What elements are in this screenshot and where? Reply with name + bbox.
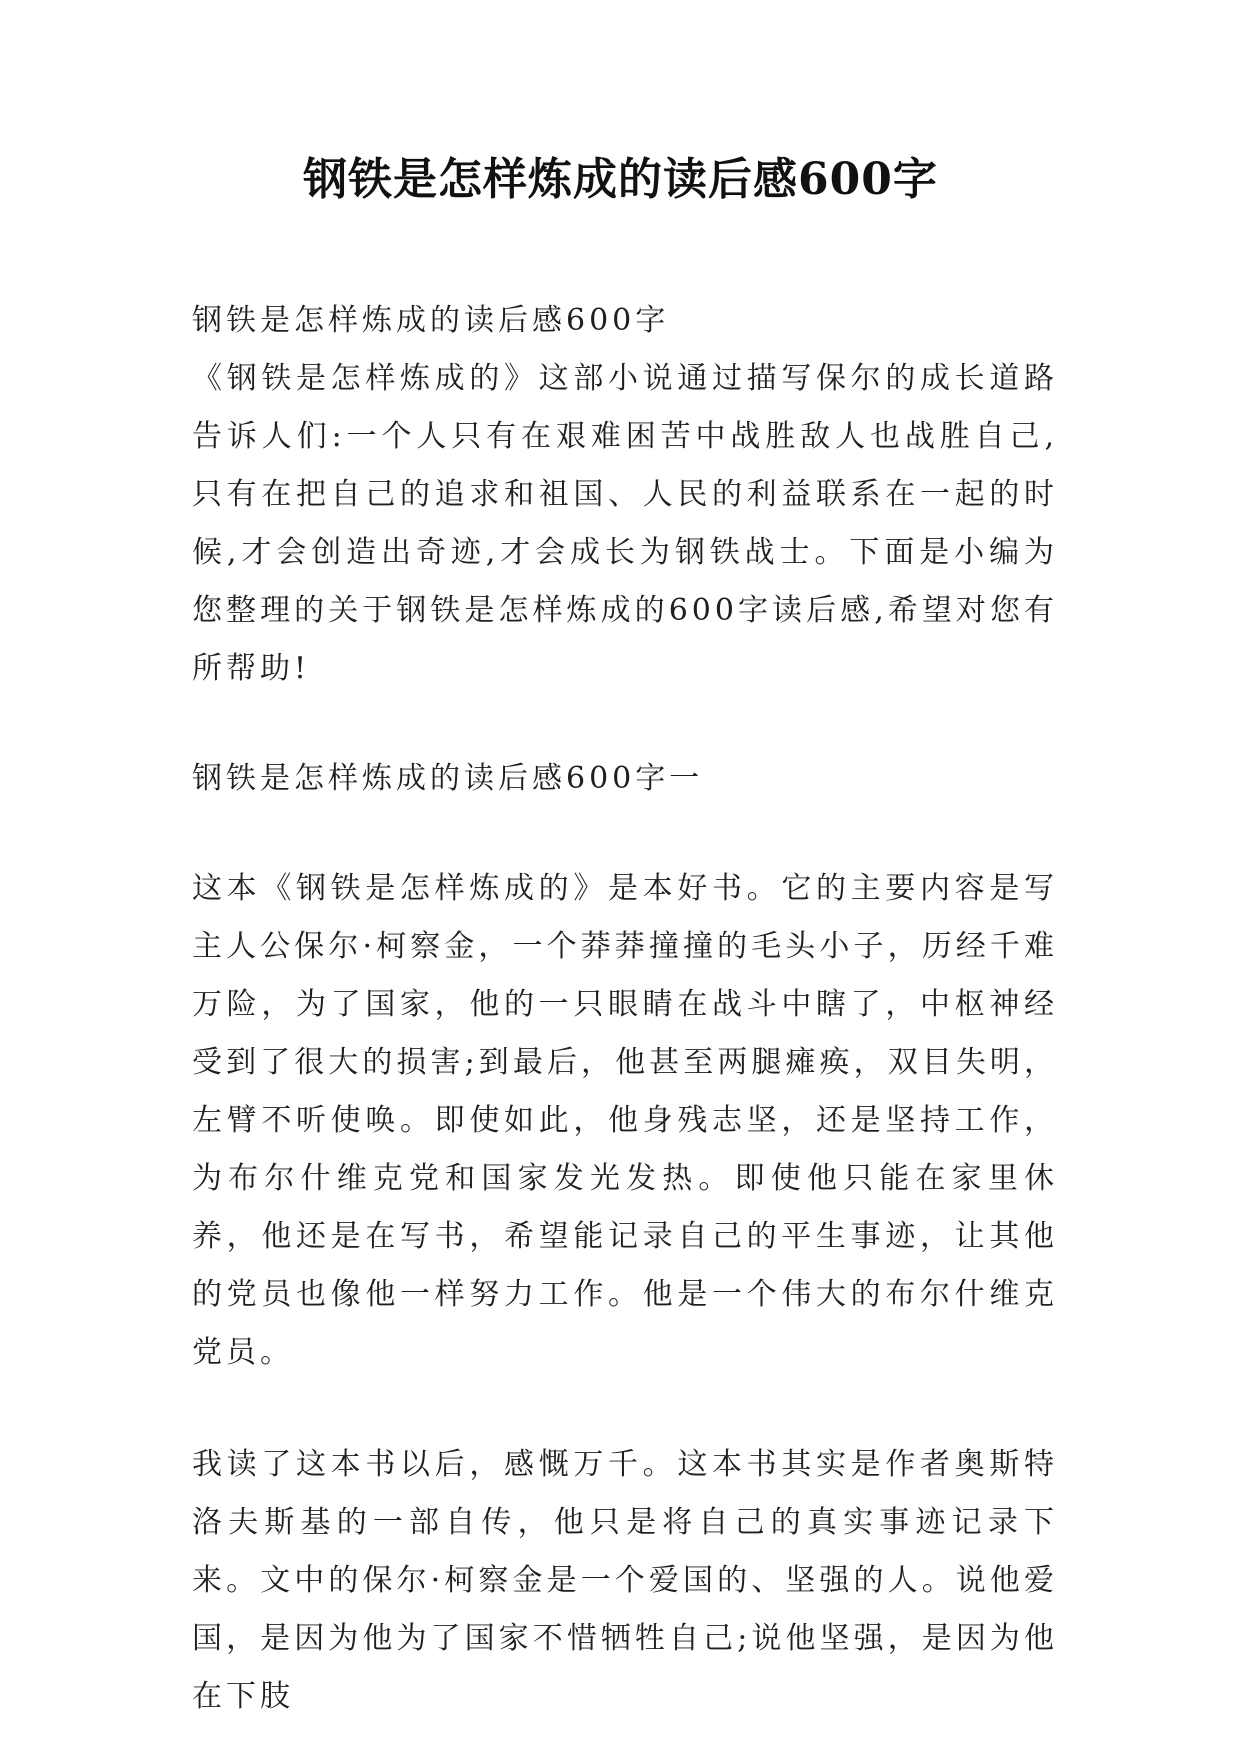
section-heading: 钢铁是怎样炼成的读后感600字一: [192, 761, 704, 796]
document-body: [192, 292, 1058, 1726]
body-paragraph-2: 我读了这本书以后，感慨万千。这本书其实是作者奥斯特洛夫斯基的一部自传，他只是将自己的真实事迹记录下来。文中的保尔·柯察金是一个爱国的、坚强的人。说他爱国，是因为他为了国家不惜牺牲自己;说他坚强，是因为他在下肢: [192, 1447, 1058, 1714]
body-paragraph-1: 这本《钢铁是怎样炼成的》是本好书。它的主要内容是写主人公保尔·柯察金，一个莽莽撞撞的毛头小子，历经千难万险，为了国家，他的一只眼睛在战斗中瞎了，中枢神经受到了很大的损害;到最后，他甚至两腿瘫痪，双目失明，左臂不听使唤。即使如此，他身残志坚，还是坚持工作，为布尔什维克党和国家发光发热。即使他只能在家里休养，他还是在写书，希望能记录自己的平生事迹，让其他的党员也像他一样努力工作。他是一个伟大的布尔什维克党员。: [192, 871, 1058, 1370]
subtitle-paragraph: 钢铁是怎样炼成的读后感600字: [192, 303, 670, 338]
document-title: 钢铁是怎样炼成的读后感600字: [303, 154, 938, 205]
intro-paragraph: 《钢铁是怎样炼成的》这部小说通过描写保尔的成长道路告诉人们:一个人只有在艰难困苦中战胜敌人也战胜自己,只有在把自己的追求和祖国、人民的利益联系在一起的时候,才会创造出奇迹,才会成长为钢铁战士。下面是小编为您整理的关于钢铁是怎样炼成的600字读后感,希望对您有所帮助!: [192, 361, 1058, 686]
